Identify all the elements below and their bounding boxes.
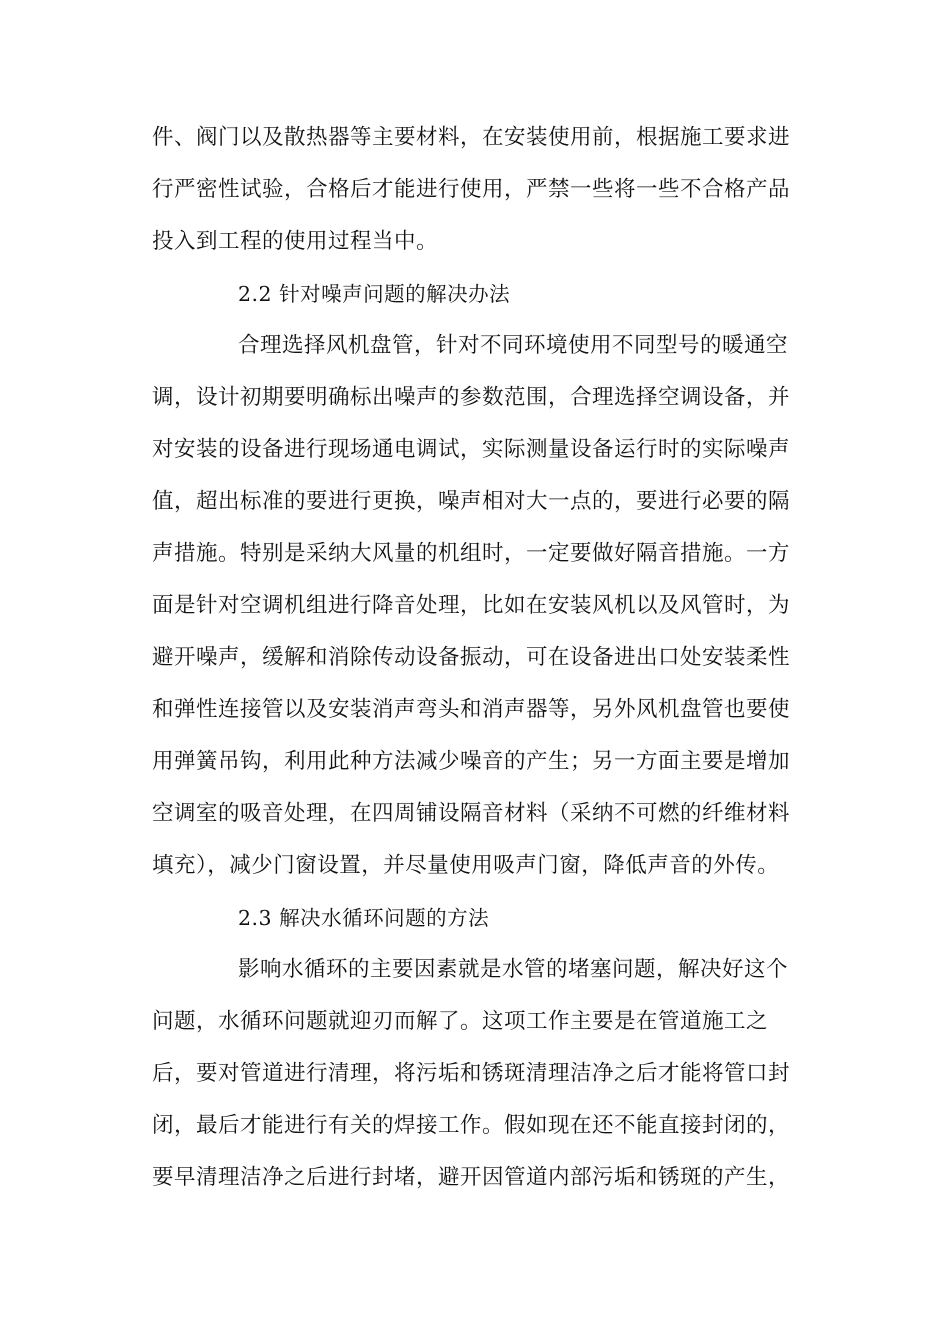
paragraph-line: 空调室的吸音处理，在四周铺设隔音材料（采纳不可燃的纤维材料 [152, 801, 791, 826]
section-heading-2-2: 2.2 针对噪声问题的解决办法 [238, 282, 511, 306]
paragraph-line: 对安装的设备进行现场通电调试，实际测量设备运行时的实际噪声 [152, 437, 791, 462]
paragraph-line: 声措施。特别是采纳大风量的机组时，一定要做好隔音措施。一方 [152, 541, 791, 566]
paragraph-line: 要早清理洁净之后进行封堵，避开因管道内部污垢和锈斑的产生， [152, 1165, 791, 1190]
paragraph-line: 避开噪声，缓解和消除传动设备振动，可在设备进出口处安装柔性 [152, 645, 791, 670]
paragraph-line: 和弹性连接管以及安装消声弯头和消声器等，另外风机盘管也要使 [152, 697, 791, 722]
paragraph-line: 调，设计初期要明确标出噪声的参数范围，合理选择空调设备，并 [152, 385, 791, 410]
paragraph-line: 面是针对空调机组进行降音处理，比如在安装风机以及风管时，为 [152, 593, 791, 618]
paragraph-line: 问题，水循环问题就迎刃而解了。这项工作主要是在管道施工之 [152, 1009, 769, 1034]
paragraph-line: 值，超出标准的要进行更换，噪声相对大一点的，要进行必要的隔 [152, 489, 791, 514]
section-heading-2-3: 2.3 解决水循环问题的方法 [238, 906, 490, 930]
paragraph-line: 后，要对管道进行清理，将污垢和锈斑清理洁净之后才能将管口封 [152, 1061, 791, 1086]
paragraph-line: 合理选择风机盘管，针对不同环境使用不同型号的暖通空 [238, 333, 789, 358]
paragraph-line: 闭，最后才能进行有关的焊接工作。假如现在还不能直接封闭的， [152, 1113, 791, 1138]
paragraph-line: 行严密性试验，合格后才能进行使用，严禁一些将一些不合格产品 [152, 177, 791, 202]
paragraph-line: 投入到工程的使用过程当中。 [152, 229, 439, 254]
paragraph-line: 影响水循环的主要因素就是水管的堵塞问题，解决好这个 [238, 957, 789, 982]
paragraph-line: 填充），减少门窗设置，并尽量使用吸声门窗，降低声音的外传。 [152, 853, 780, 878]
paragraph-line: 件、阀门以及散热器等主要材料，在安装使用前，根据施工要求进 [152, 125, 791, 150]
paragraph-line: 用弹簧吊钩，利用此种方法减少噪音的产生；另一方面主要是增加 [152, 749, 791, 774]
